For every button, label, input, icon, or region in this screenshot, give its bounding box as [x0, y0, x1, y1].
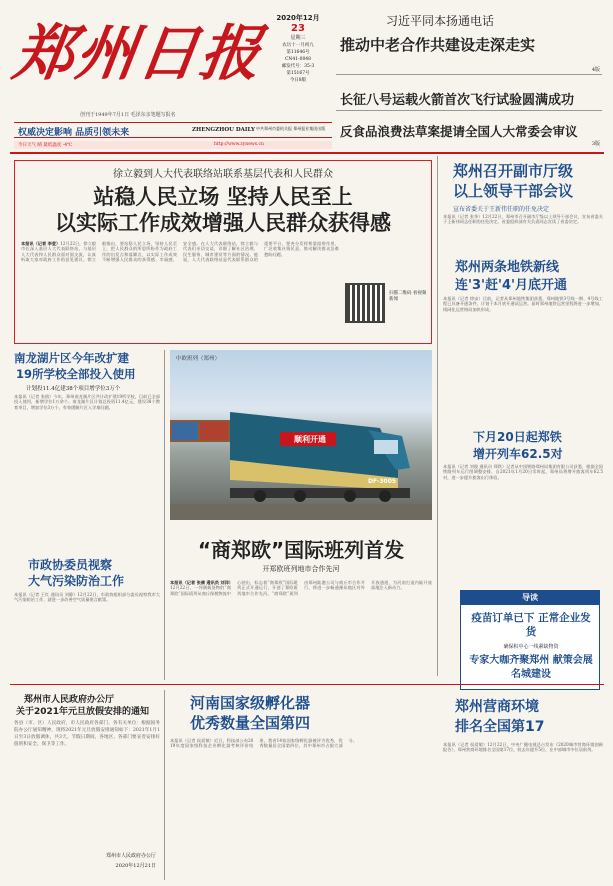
english-name: ZHENGZHOU DAILY [192, 127, 255, 133]
metro-story [443, 252, 603, 432]
business-env-title-1: 郑州营商环境 [455, 699, 539, 715]
headline-rocket: 长征八号运载火箭首次飞行试验圆满成功 [340, 93, 575, 108]
guide-box [460, 590, 600, 690]
bottom-divider-1 [164, 690, 165, 880]
weather: 今日天气 晴 最低温度 -4℃ [18, 143, 73, 148]
notice-date: 2020年12月21日 [115, 863, 156, 869]
guide-label: 导读 [461, 591, 599, 605]
slogan-bar [14, 122, 332, 138]
date-day: 23 [291, 23, 305, 34]
cpc-organ: 中共郑州市委机关报 郑州报业集团出版 [256, 126, 326, 131]
school-story [14, 350, 160, 546]
page-ref-4: 4版 [591, 67, 600, 73]
cppcc-title-2: 大气污染防治工作 [28, 574, 125, 588]
notice-signature: 郑州市人民政府办公厅 [105, 853, 156, 859]
center-title: “商郑欧”国际班列首发 [197, 538, 405, 562]
metro-body: 本报讯（记者 徐宙）目前，记者从郑州地铁集团获悉，郑州地铁3号线一期、4号线工程已具备开通条件，计划于本月底开通试运营。届时郑州地铁运营里程将进一步增加，线网化运营格局加快形成。 [443, 296, 603, 312]
bottom-rule [10, 684, 604, 685]
center-body-text: 12月22日，一列满载货物的“商郑欧”国际班列从商丘保税物流中心驶出，标志着“商郑欧”国际班列正式开通运行，开创了郑欧班列地市合作先河。“商郑欧”班列由郑州陆港公司与商丘市合作开行，将进一步畅通豫东地区对外开放通道，为河南打造内陆开放高地注入新动力。 [170, 580, 432, 596]
photo-caption: 中欧班列（郑州） [176, 356, 221, 362]
qr-caption: 扫描二维码 看视频新闻 [389, 291, 427, 302]
center-body [170, 580, 432, 676]
train-photo [170, 350, 432, 520]
meeting-body: 本报讯（记者 张华）12月22日，郑州市召开副市厅级以上领导干部会议，宣布省委关于王新伟同志任职的任免决定。省委组织部有关负责同志宣读了省委决定。 [443, 214, 603, 225]
info-strip [14, 141, 332, 149]
lead-title-1: 站稳人民立场 坚持人民至上 [93, 185, 353, 209]
lead-body-text: 12月22日，徐立毅市长深入基层人大代表联络站，与基层人大代表和人民群众面对面交流，认真听取大家对政府工作的意见建议。徐立毅指出，要站稳人民立场，坚持人民至上，把人民群众的所思所盼作为政府工作的出发点和落脚点，以实际工作成效不断增强人民群众的获得感、幸福感、安全感。在人大代表联络站，徐立毅与代表们亲切交谈，详细了解社区治理、民生服务、城市建设等方面的情况。他说，人大代表联络站是代表联系群众的重要平台，要充分发挥桥梁纽带作用，广泛收集社情民意，推动解决群众急难愁盼问题。 [21, 241, 339, 263]
divider [336, 110, 602, 111]
rail-body: 本报讯（记者 刘俊 通讯员 郑铁）记者从中国铁路郑州局集团有限公司获悉，根据全国铁路列车运行图调整安排，自2021年1月20日零时起，郑州局将增开旅客列车62.5对，进一步提升旅客出行体验。 [443, 464, 603, 480]
cn-number: CN41-0048 [284, 57, 312, 62]
lead-story [14, 160, 432, 344]
headline-xi-title: 推动中老合作共建设走深走实 [340, 36, 536, 54]
lead-kicker: 徐立毅到人大代表联络站联系基层代表和人民群众 [113, 169, 333, 180]
issue-number: 第11646号 [286, 50, 310, 55]
metro-title-1: 郑州两条地铁新线 [455, 260, 560, 275]
rail-title-2: 增开列车62.5对 [473, 447, 563, 461]
holiday-notice [14, 692, 160, 880]
meeting-title-2: 以上领导干部会议 [453, 182, 574, 200]
weekday: 星期三 [290, 35, 306, 41]
website: http://www.zynews.cn [214, 142, 264, 147]
business-env-body: 本报讯（记者 侯爱敏）12月22日，中央广播电视总台发布《2020城市营商环境创新报告》，郑州营商环境排名全国第17位，较去年提升5位，在中部城市中位居前列。 [443, 742, 603, 753]
founded-line: 创刊于1949年7月1日 毛泽东亲笔题写报名 [80, 112, 176, 118]
incubator-title-1: 河南国家级孵化器 [190, 694, 311, 712]
date-block [268, 14, 328, 124]
guide-item-1-sub: 确保积中心一线紧缺物资 [503, 644, 559, 650]
notice-title-2: 关于2021年元旦放假安排的通知 [16, 707, 150, 717]
top-right-headlines [336, 12, 602, 149]
guide-item-1[interactable]: 疫苗订单已下 正常企业发货 [471, 612, 591, 638]
newspaper-logo: 郑州日报 [9, 19, 267, 89]
business-env-title-2: 排名全国第17 [455, 719, 545, 735]
center-subtitle: 开郑欧班列地市合作先河 [262, 565, 340, 573]
page-ref-3: 3版 [591, 141, 600, 147]
left-divider [164, 350, 165, 680]
train-number: DF-3005 [368, 478, 397, 485]
center-story [170, 528, 432, 680]
column-divider [437, 156, 438, 676]
cppcc-story [14, 556, 160, 676]
metro-title-2: 连'3'赶'4'月底开通 [455, 278, 568, 293]
notice-body: 各县（市、区）人民政府，市人民政府各部门，各有关单位：根据国务院办公厅通知精神，现将2021年元旦放假安排通知如下：2021年1月1日至3日放假调休，共3天。节假日期间，各地区、各部门要妥善安排好值班和安全、保卫等工作。 [14, 721, 160, 747]
notice-title-1: 郑州市人民政府办公厅 [24, 695, 115, 705]
school-title-2: 19所学校全部投入使用 [16, 367, 136, 381]
headline-food-waste: 反食品浪费法草案提请全国人大常委会审议 [340, 124, 578, 139]
train-banner: 顺利开通 [294, 435, 326, 444]
slogan: 权威决定影响 品质引领未来 [18, 128, 130, 138]
rail-story [443, 428, 603, 578]
center-byline: 本报讯（记者 张倩 通讯员 刘洋） [170, 580, 233, 585]
incubator-story [170, 692, 432, 880]
meeting-subtitle: 宣布省委关于王新伟任职的任免决定 [453, 206, 550, 213]
headline-xi-subtitle: 习近平同本扬通电话 [386, 14, 495, 28]
post-code: 邮发代号：35-3 [281, 64, 315, 69]
cppcc-body: 本报讯（记者 王红 通讯员 刘静）12月22日，市政协组织部分委员视察我市大气污染防治工作，就进一步改善空气质量建言献策。 [14, 592, 160, 603]
incubator-title-2: 优秀数量全国第四 [190, 714, 311, 732]
lead-body [21, 241, 339, 337]
serial-number: 第15167号 [286, 71, 310, 76]
school-title-1: 南龙湖片区今年改扩建 [14, 351, 129, 365]
qr-code[interactable] [345, 283, 385, 323]
guide-item-2[interactable]: 专家大咖齐聚郑州 献策会展名城建设 [469, 655, 593, 680]
meeting-story [443, 160, 603, 240]
cppcc-title-1: 市政协委员视察 [28, 558, 113, 572]
lunar-date: 农历十一月初九 [282, 43, 314, 48]
divider [336, 74, 602, 75]
meeting-title-1: 郑州召开副市厅级 [453, 162, 574, 180]
business-env-story [443, 696, 603, 880]
incubator-body: 本报讯（记者 侯爱敏）近日，科技部公布2019年度国家级科技企业孵化器考核评价结果，我省14家国家级孵化器被评为优秀，优秀数量居全国第四位，其中郑州市占据大部分。 [170, 738, 358, 749]
lead-title-2: 以实际工作成效增强人民群众获得感 [55, 211, 391, 235]
school-subtitle: 计划投11.4亿建38个项目增学位3万个 [26, 386, 121, 392]
masthead-rule [10, 152, 604, 154]
school-body: 本报讯（记者 张倩）今年，郑州南龙湖片区共计改扩建19所学校，目前已全部投入使用，新增学位1万余个。南龙湖片区计划总投资11.4亿元，建设38个教育项目，增加学位3万个，有效缓解片区入学难问题。 [14, 394, 160, 410]
page-count: 今日8版 [289, 78, 307, 83]
lead-byline: 本报讯（记者 李莹） [21, 241, 61, 246]
date-month: 2020年12月 [276, 14, 320, 22]
rail-title-1: 下月20日起郑铁 [473, 430, 562, 444]
